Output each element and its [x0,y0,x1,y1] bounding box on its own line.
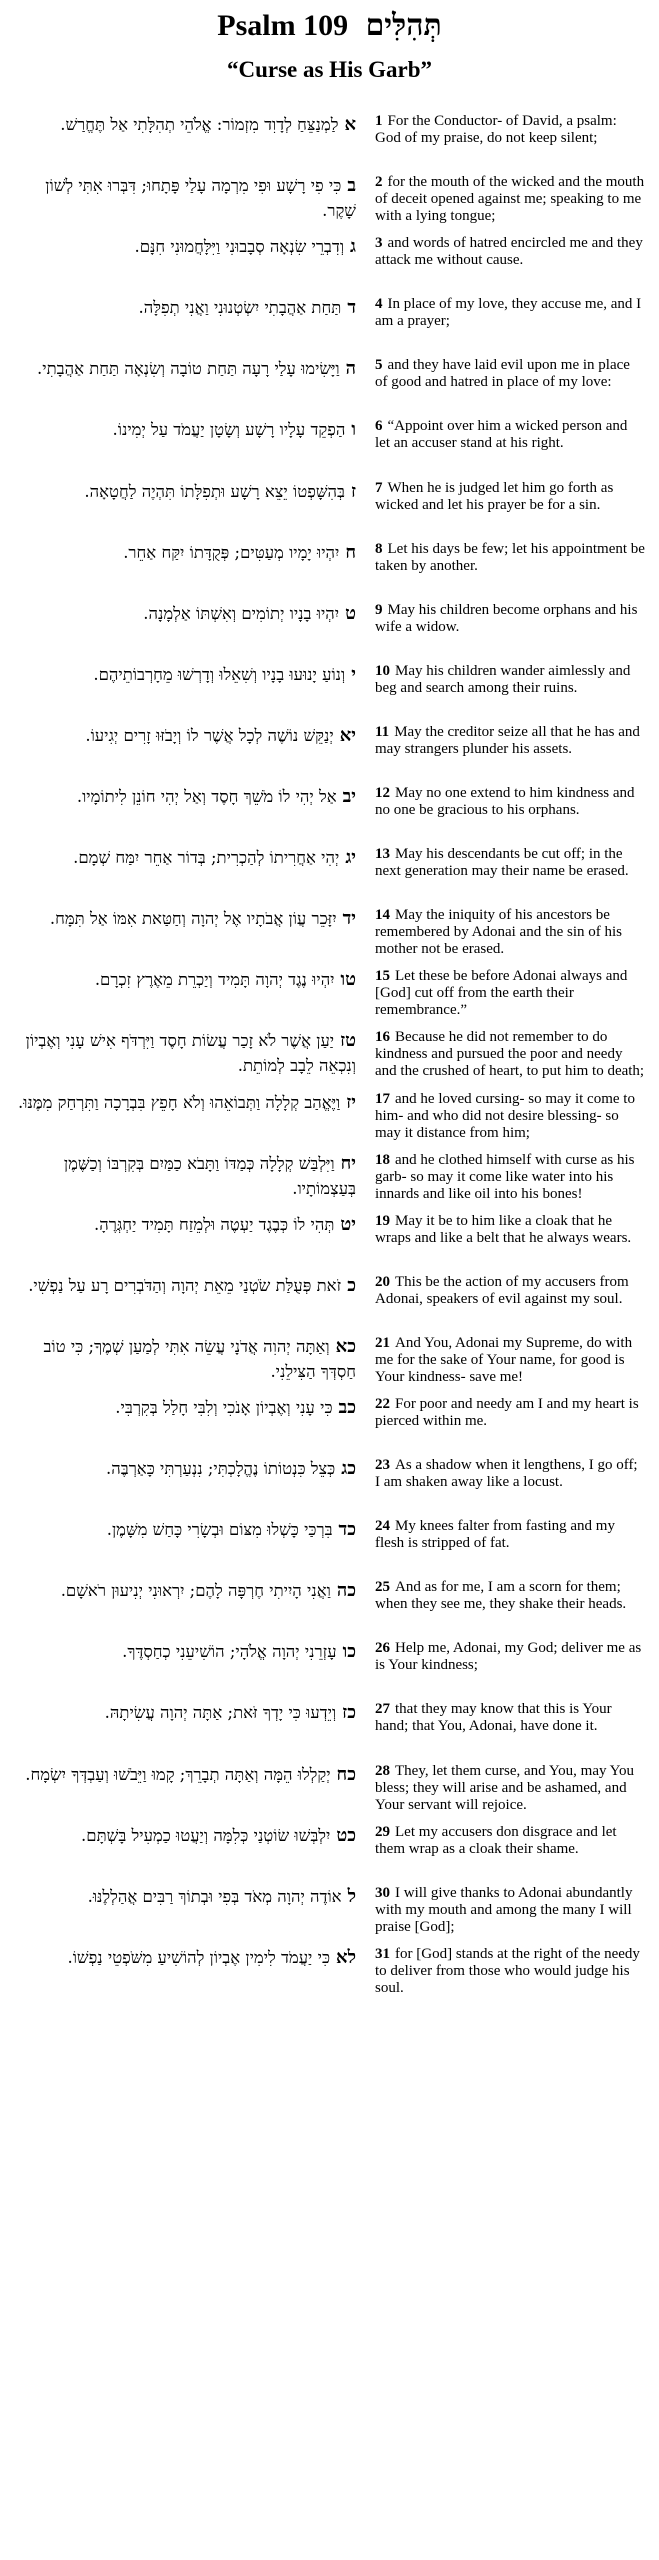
verse-hebrew [16,1334,356,1384]
verse-number: 5 [375,357,383,374]
verse-hebrew [16,479,356,504]
verse-text-hebrew: זֹאת פְּעֻלַּת שֹׂטְנַי מֵאֵת יְהוָה וְהַדֹּבְרִים רָע עַל נַפְשִׁי. [28,1275,342,1295]
verse-hebrew [16,784,356,809]
verse-text-hebrew: יְנַקֵּשׁ נוֹשֶׁה לְכָל אֲשֶׁר לוֹ וְיָבֹזּוּ זָרִים יְגִיעוֹ. [85,725,334,745]
verse-hebrew [16,1395,356,1420]
verse-number-hebrew: ז [350,480,356,502]
verse-text-hebrew: וְאַתָּה יְהוִה אֲדֹנָי עֲשֵׂה אִתִּי לְמַעַן שְׁמֶךָ; כִּי טוֹב חַסְדְּךָ הַצִּילֵנִי. [43,1336,356,1381]
verse-hebrew [16,295,356,320]
verse-text-hebrew: עָזְרֵנִי יְהוָה אֱלֹהָי; הוֹשִׁיעֵנִי כְחַסְדֶּךָ. [122,1642,337,1662]
verse-number-hebrew: א [344,114,356,135]
verse-text-hebrew: אוֹדֶה יְהוָה מְאֹד בְּפִי וּבְתוֹךְ רַבִּים אֲהַלְלֶנּוּ. [87,1886,342,1906]
verse-text-hebrew: וַיֶּאֱהַב קְלָלָה וַתְּבוֹאֵהוּ וְלֹא חָפֵץ בִּבְרָכָה וַתִּרְחַק מִמֶּנּוּ. [18,1092,341,1112]
verse-row [0,843,659,904]
verse-text-english: And as for me, I am a scorn for them; when they see me, they shake their heads. [375,1579,627,1613]
verse-row [0,782,659,843]
verse-number: 16 [375,1029,390,1046]
verse-number-hebrew: יז [346,1091,356,1113]
verse-hebrew [16,1090,356,1115]
verse-number: 12 [375,785,390,802]
verse-number: 7 [375,479,383,496]
verse-row [0,1882,659,1943]
verse-text-english: May no one extend to him kindness and no one be gracious to his orphans. [375,785,635,819]
verse-english [375,113,645,147]
verse-hebrew [16,845,356,870]
verse-text-hebrew: בִּרְכַּי כָּשְׁלוּ מִצּוֹם וּבְשָׂרִי כָּחַשׁ מִשָּׁמֶן. [106,1520,333,1540]
verse-number-hebrew: טז [340,1030,356,1052]
verse-text-english: I will give thanks to Adonai abundantly with my mouth and among the many I will praise [God]; [375,1884,633,1935]
verse-text-english: for the mouth of the wicked and the mouth of deceit opened against me; speaking to me with a lying tongue; [375,174,645,225]
verse-hebrew [16,906,356,931]
verse-row [0,110,659,171]
verse-text-english: and words of hatred encircled me and they attack me without cause. [375,235,643,269]
verse-number-hebrew: טו [340,969,356,991]
verse-text-hebrew: וְנוֹעַ יָנוּעוּ בָנָיו וְשִׁאֵלוּ וְדָרְשׁוּ מֵחָרְבוֹתֵיהֶם. [93,664,346,684]
verse-number-hebrew: יט [340,1213,356,1235]
verse-number: 26 [375,1640,390,1657]
verse-text-hebrew: יִלְבְּשׁוּ שׂוֹטְנַי כְּלִמָּה וְיַעֲטוּ כַמְעִיל בָּשְׁתָּם. [81,1825,331,1845]
verse-row [0,477,659,538]
verse-hebrew [16,1578,356,1603]
verse-hebrew [16,540,356,565]
verse-row [0,354,659,415]
verse-number: 2 [375,174,383,191]
verse-english [375,1763,645,1814]
verse-row [0,1698,659,1759]
verse-number-hebrew: כז [342,1702,356,1724]
verse-number: 8 [375,540,383,557]
verse-hebrew [16,1762,356,1787]
verse-number: 24 [375,1518,390,1535]
verse-hebrew [16,601,356,626]
verse-text-english: and he loved cursing- so may it come to him- and who did not desire blessing- so may it distance from him; [375,1090,635,1141]
verse-english [375,1335,645,1386]
verse-hebrew [16,1945,356,1970]
verse-hebrew [16,1028,356,1078]
verse-english [375,296,645,330]
verse-number-hebrew: ב [347,175,356,197]
verse-text-english: May the creditor seize all that he has and may strangers plunder his assets. [375,723,640,757]
verse-text-english: May his descendants be cut off; in the next generation may their name be erased. [375,846,629,880]
verse-number-hebrew: ל [347,1885,356,1907]
verse-row [0,965,659,1026]
verse-text-hebrew: וְיֵדְעוּ כִּי יָדְךָ זֹּאת; אַתָּה יְהוָה עֲשִׂיתָהּ. [104,1703,337,1723]
verse-number: 18 [375,1151,390,1168]
verse-row [0,1210,659,1271]
verse-row [0,538,659,599]
verse-number-hebrew: ח [345,541,356,563]
verse-number: 15 [375,968,390,985]
verse-text-english: “Appoint over him a wicked person and let an accuser stand at his right. [375,418,628,452]
verse-english [375,1824,645,1858]
verse-number-hebrew: יב [342,786,356,808]
verse-text-english: May his children wander aimlessly and beg and search among their ruins. [375,662,631,696]
verse-english [375,1457,645,1491]
verse-number: 3 [375,235,383,252]
verse-english [375,846,645,880]
verse-row [0,660,659,721]
verse-number: 13 [375,846,390,863]
verse-english [375,1396,645,1430]
verse-row [0,1149,659,1210]
verse-number-hebrew: ד [347,297,356,319]
page-subtitle: “Curse as His Garb” [226,57,433,82]
verse-hebrew [16,1700,356,1725]
verse-english [375,907,645,958]
verse-text-english: For the Conductor- of David, a psalm: God of my praise, do not keep silent; [375,113,617,146]
verse-text-english: And You, Adonai my Supreme, do with me for the sake of Your name, for good is Your kindness- save me! [375,1334,633,1385]
verse-number: 9 [375,601,383,618]
verse-number: 14 [375,907,390,924]
verse-row [0,1821,659,1882]
title-hebrew: תְּהִלִּים [365,9,442,42]
verse-english [375,174,645,225]
verse-text-hebrew: תְּהִי לוֹ כְּבֶגֶד יַעְטֶה וּלְמֵזַח תָּמִיד יַחְגְּרֶהָ. [94,1214,335,1234]
verse-text-hebrew: וַאֲנִי הָיִיתִי חֶרְפָּה לָהֶם; יִרְאוּנִי יְנִיעוּן רֹאשָׁם. [60,1581,331,1601]
verse-english [375,1518,645,1552]
verse-english [375,1946,645,1997]
verse-number: 23 [375,1457,390,1474]
verse-english [375,480,645,514]
verse-row [0,904,659,965]
verse-number-hebrew: לא [336,1946,356,1968]
verse-number: 10 [375,662,390,679]
verse-text-english: When he is judged let him go forth as wicked and let his prayer be for a sin. [375,479,614,513]
verse-list [0,110,659,2004]
verse-text-hebrew: יַעַן אֲשֶׁר לֹא זָכַר עֲשׂוֹת חָסֶד וַיִּרְדֹּף אִישׁ עָנִי וְאֶבְיוֹן וְנִכְאֵה לֵבָב לְמוֹתֵת. [25,1031,356,1076]
verse-text-english: As a shadow when it lengthens, I go off; I am shaken away like a locust. [375,1457,638,1491]
verse-row [0,1515,659,1576]
verse-english [375,1579,645,1613]
verse-number: 1 [375,113,383,129]
verse-english [375,968,645,1019]
verse-text-english: Because he did not remember to do kindness and pursued the poor and needy and the crushed of heart, to put him to death; [375,1029,645,1080]
verse-english [375,1091,645,1142]
verse-row [0,1026,659,1087]
verse-text-english: Let these be before Adonai always and [God] cut off from the earth their remembrance.” [375,968,628,1019]
verse-number-hebrew: ג [350,236,356,258]
verse-english [375,1274,645,1308]
verse-number: 27 [375,1701,390,1718]
verse-english [375,1885,645,1936]
verse-number: 22 [375,1395,390,1412]
verse-row [0,1271,659,1332]
verse-number-hebrew: כ [347,1274,356,1296]
verse-number-hebrew: ט [345,602,356,624]
title-english: Psalm 109 [217,9,349,42]
verse-row [0,293,659,354]
verse-hebrew [16,1151,356,1201]
verse-row [0,599,659,660]
verse-row [0,1943,659,2004]
verse-text-hebrew: כִּי עָנִי וְאֶבְיוֹן אָנֹכִי וְלִבִּי חָלַל בְּקִרְבִּי. [115,1397,333,1417]
verse-english [375,418,645,452]
verse-text-english: My knees falter from fasting and my flesh is stripped of fat. [375,1518,615,1552]
verse-text-hebrew: כְּצֵל כִּנְטוֹתוֹ נֶהֱלָכְתִּי; נִנְעַרְתִּי כָּאַרְבֶּה. [106,1459,336,1479]
verse-text-english: For poor and needy am I and my heart is pierced within me. [375,1395,639,1429]
verse-row [0,1760,659,1821]
verse-text-english: May the iniquity of his ancestors be remembered by Adonai and the sin of his mother not be erased. [375,907,623,958]
verse-text-english: This be the action of my accusers from Adonai, speakers of evil against my soul. [375,1273,629,1307]
verse-number-hebrew: יד [342,908,356,930]
verse-text-english: May it be to him like a cloak that he wraps and like a belt that he always wears. [375,1212,632,1246]
verse-text-hebrew: יִהְיוּ בָנָיו יְתוֹמִים וְאִשְׁתּוֹ אַלְמָנָה. [143,603,340,623]
verse-text-hebrew: וַיָּשִׂימוּ עָלַי רָעָה תַּחַת טוֹבָה וְשִׂנְאָה תַּחַת אַהֲבָתִי. [37,359,340,379]
verse-english [375,1152,645,1203]
verse-number-hebrew: יא [339,724,356,746]
verse-english [375,235,645,269]
verse-number-hebrew: כב [338,1396,356,1418]
verse-row [0,1393,659,1454]
verse-hebrew [16,356,356,381]
verse-number: 25 [375,1579,390,1596]
verse-english [375,1640,645,1674]
verse-number-hebrew: כד [338,1519,356,1541]
verse-number: 30 [375,1884,390,1901]
verse-hebrew [16,173,356,223]
verse-english [375,785,645,819]
verse-english [375,357,645,391]
verse-hebrew [16,662,356,687]
verse-hebrew [16,1884,356,1909]
verse-english [375,663,645,697]
verse-hebrew [16,1639,356,1664]
verse-row [0,1454,659,1515]
verse-text-english: Let my accusers don disgrace and let them wrap as a cloak their shame. [375,1823,617,1857]
verse-text-hebrew: יִהְיוּ נֶגֶד יְהוָה תָּמִיד וְיַכְרֵת מֵאֶרֶץ זִכְרָם. [94,970,335,990]
verse-text-english: They, let them curse, and You, may You bless; they will arise and be ashamed, and Your servant will rejoice. [375,1762,635,1813]
verse-hebrew [16,967,356,992]
verse-row [0,415,659,476]
verse-english [375,602,645,636]
verse-number: 20 [375,1273,390,1290]
verse-text-hebrew: וַיִּלְבַּשׁ קְלָלָה כְּמַדּוֹ וַתָּבֹא כַמַּיִם בְּקִרְבּוֹ וְכַשֶּׁמֶן בְּעַצְמוֹתָיו. [63,1153,356,1198]
verse-text-english: In place of my love, they accuse me, and I am a prayer; [375,296,642,330]
verse-row [0,1637,659,1698]
verse-text-hebrew: יְהִי אַחֲרִיתוֹ לְהַכְרִית; בְּדוֹר אַחֵר יִמַּח שְׁמָם. [73,848,340,868]
verse-number: 21 [375,1334,390,1351]
verse-number-hebrew: כט [336,1824,356,1846]
verse-row [0,1332,659,1393]
verse-english [375,724,645,758]
verse-row [0,171,659,232]
verse-number-hebrew: יח [340,1152,356,1174]
verse-hebrew [16,1517,356,1542]
verse-text-english: that they may know that this is Your hand; that You, Adonai, have done it. [375,1701,612,1735]
verse-hebrew [16,112,356,137]
verse-text-hebrew: תַּחַת אַהֲבָתִי יִשְׂטְנוּנִי וַאֲנִי תְפִלָּה. [138,298,342,318]
verse-number-hebrew: ה [345,358,356,380]
verse-number-hebrew: כח [336,1763,356,1785]
verse-english [375,1213,645,1247]
page-title [0,8,659,44]
verse-number-hebrew: כו [342,1641,356,1663]
verse-text-hebrew: אַל יְהִי לוֹ מֹשֵׁךְ חָסֶד וְאַל יְהִי חוֹנֵן לִיתוֹמָיו. [76,787,337,807]
verse-text-hebrew: לַמְנַצֵּחַ לְדָוִד מִזְמוֹר: אֱלֹהֵי תְהִלָּתִי אַל תֶּחֱרַשׁ. [60,115,339,134]
verse-hebrew [16,1823,356,1848]
verse-number: 29 [375,1823,390,1840]
verse-number-hebrew: כה [336,1580,356,1602]
verse-hebrew [16,417,356,442]
verse-number: 28 [375,1762,390,1779]
verse-number-hebrew: יג [345,847,356,869]
verse-text-hebrew: וְדִבְרֵי שִׂנְאָה סְבָבוּנִי וַיִּלָּחֲמוּנִי חִנָּם. [134,237,345,257]
verse-row [0,232,659,293]
verse-number: 17 [375,1090,390,1107]
verse-text-english: May his children become orphans and his wife a widow. [375,601,638,635]
verse-row [0,721,659,782]
verse-text-hebrew: כִּי פִי רָשָׁע וּפִי מִרְמָה עָלַי פָּתָחוּ; דִּבְּרוּ אִתִּי לְשׁוֹן שָׁקֶר. [45,176,356,221]
verse-text-hebrew: כִּי יַעֲמֹד לִימִין אֶבְיוֹן לְהוֹשִׁיעַ מִשֹּׁפְטֵי נַפְשׁוֹ. [67,1947,331,1967]
verse-number: 6 [375,418,383,435]
verse-number-hebrew: כא [335,1335,356,1357]
verse-hebrew [16,1212,356,1237]
verse-number-hebrew: י [351,663,356,685]
verse-number-hebrew: ו [351,419,356,441]
verse-english [375,1701,645,1735]
verse-text-hebrew: בְּהִשָּׁפְטוֹ יֵצֵא רָשָׁע וּתְפִלָּתוֹ תִּהְיֶה לַחֲטָאָה. [84,481,345,501]
verse-text-english: Let his days be few; let his appointment be taken by another. [375,540,645,574]
verse-row [0,1576,659,1637]
verse-hebrew [16,1273,356,1298]
verse-number: 4 [375,296,383,313]
verse-text-hebrew: יְקַלְלוּ הֵמָּה וְאַתָּה תְבָרֵךְ; קָמוּ וַיֵּבֹשׁוּ וְעַבְדְּךָ יִשְׂמָח. [25,1764,331,1784]
verse-row [0,1088,659,1149]
verse-english [375,541,645,575]
verse-number: 11 [375,723,390,740]
verse-english [375,1029,645,1080]
verse-number: 19 [375,1212,390,1229]
verse-number: 31 [375,1945,390,1962]
verse-text-english: Help me, Adonai, my God; deliver me as is Your kindness; [375,1640,642,1674]
verse-text-english: for [God] stands at the right of the needy to deliver from those who would judge his soul. [375,1945,640,1996]
verse-hebrew [16,1456,356,1481]
verse-text-hebrew: הַפְקֵד עָלָיו רָשָׁע וְשָׂטָן יַעֲמֹד עַל יְמִינוֹ. [112,420,346,440]
verse-text-english: and he clothed himself with curse as his garb- so may it come like water into his innards and like oil into his bones! [375,1151,635,1202]
verse-text-english: and they have laid evil upon me in place of good and hatred in place of my love: [375,357,630,391]
verse-text-hebrew: יִזָּכֵר עֲוֹן אֲבֹתָיו אֶל יְהוָה וְחַטַּאת אִמּוֹ אַל תִּמָּח. [49,909,337,929]
verse-hebrew [16,723,356,748]
verse-hebrew [16,234,356,259]
verse-number-hebrew: כג [341,1458,356,1480]
verse-text-hebrew: יִהְיוּ יָמָיו מְעַטִּים; פְּקֻדָּתוֹ יִקַּח אַחֵר. [123,542,340,562]
